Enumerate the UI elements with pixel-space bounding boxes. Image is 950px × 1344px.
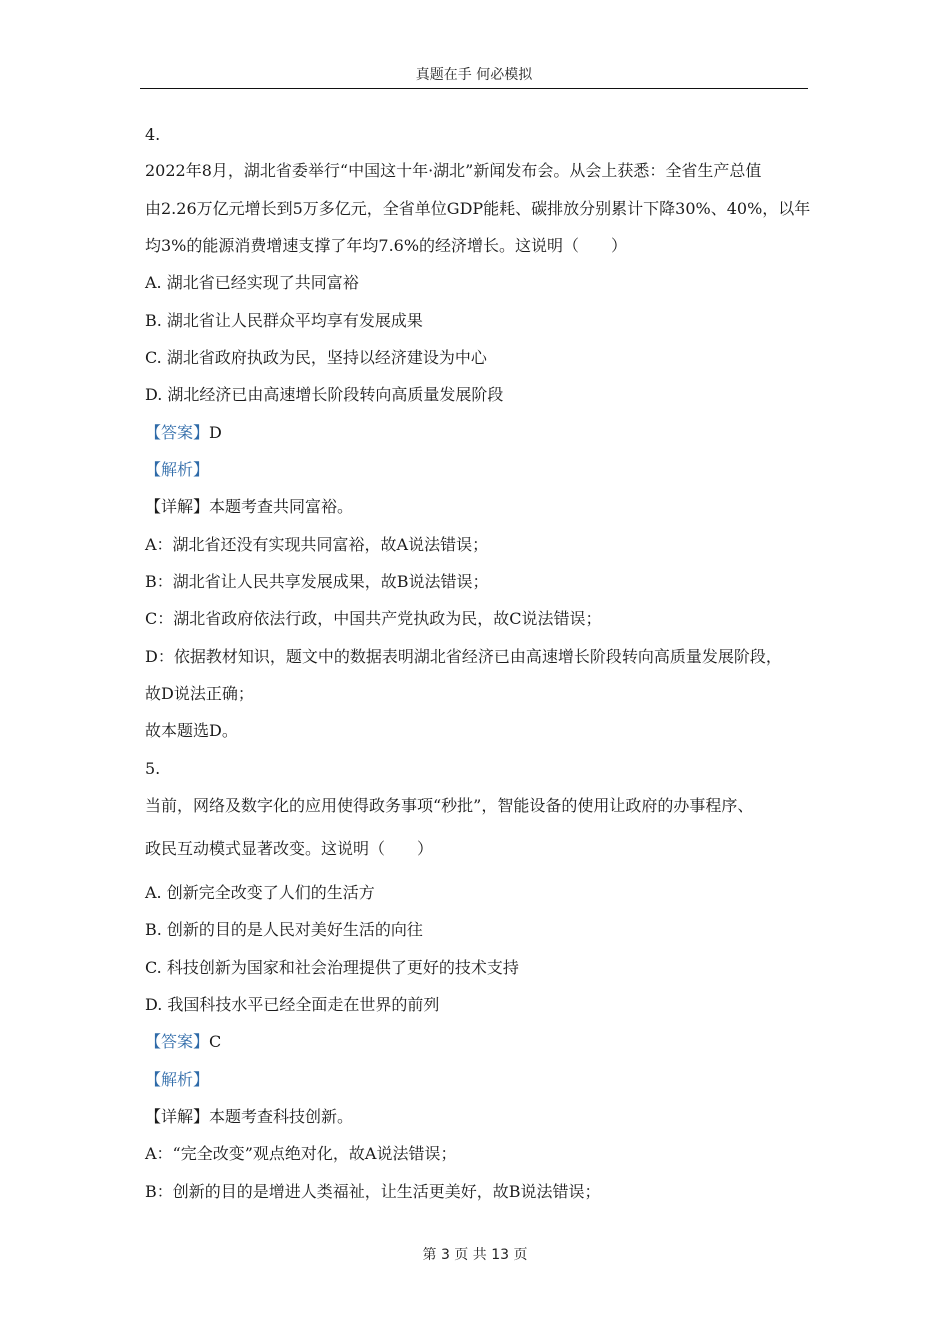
question-4-stem-line: 均3%的能源消费增速支撑了年均7.6%的经济增长。这说明（ ）: [145, 236, 628, 255]
detail-text: 本题考查科技创新。: [209, 1107, 354, 1126]
question-4-number: 4.: [145, 125, 161, 144]
question-4-conclusion: 故本题选D。: [145, 721, 238, 740]
question-5-analysis-label: 【解析】: [145, 1070, 210, 1089]
question-5-number: 5.: [145, 759, 161, 778]
answer-label: 【答案】: [145, 1032, 210, 1051]
detail-text: 本题考查共同富裕。: [209, 497, 354, 516]
question-4-explanation: 故D说法正确；: [145, 684, 254, 703]
question-4-explanation: D：依据教材知识，题文中的数据表明湖北省经济已由高速增长阶段转向高质量发展阶段，: [145, 647, 782, 666]
question-5-option-d: D. 我国科技水平已经全面走在世界的前列: [145, 995, 440, 1014]
question-5-option-c: C. 科技创新为国家和社会治理提供了更好的技术支持: [145, 958, 519, 977]
page-number: 第 3 页 共 13 页: [422, 1247, 528, 1263]
question-5-option-a: A. 创新完全改变了人们的生活方: [145, 883, 375, 902]
question-4-explanation: B：湖北省让人民共享发展成果，故B说法错误；: [145, 572, 489, 591]
question-4-option-d: D. 湖北经济已由高速增长阶段转向高质量发展阶段: [145, 385, 504, 404]
header-divider: [140, 88, 808, 89]
answer-value: D: [209, 423, 222, 442]
question-4-option-b: B. 湖北省让人民群众平均享有发展成果: [145, 311, 423, 330]
question-4-explanation: C：湖北省政府依法行政，中国共产党执政为民，故C说法错误；: [145, 609, 602, 628]
question-4-option-a: A. 湖北省已经实现了共同富裕: [145, 273, 359, 292]
answer-label: 【答案】: [145, 423, 210, 442]
answer-value: C: [209, 1032, 222, 1051]
question-4-stem-line: 2022年8月，湖北省委举行“中国这十年·湖北”新闻发布会。从会上获悉：全省生产总值: [145, 161, 762, 180]
question-4-answer: [145, 422, 222, 444]
detail-label: 【详解】: [145, 497, 210, 516]
question-4-analysis-label: 【解析】: [145, 460, 210, 479]
question-5-explanation: A：“完全改变”观点绝对化，故A说法错误；: [145, 1144, 457, 1163]
page-header: 真题在手 何必模拟: [415, 67, 533, 83]
question-5-detail: [145, 1106, 353, 1128]
question-4-detail: [145, 496, 353, 518]
question-4-option-c: C. 湖北省政府执政为民，坚持以经济建设为中心: [145, 348, 487, 367]
detail-label: 【详解】: [145, 1107, 210, 1126]
question-5-stem-line: 政民互动模式显著改变。这说明（ ）: [145, 839, 434, 858]
question-5-option-b: B. 创新的目的是人民对美好生活的向往: [145, 920, 423, 939]
question-4-explanation: A：湖北省还没有实现共同富裕，故A说法错误；: [145, 535, 489, 554]
question-4-stem-line: 由2.26万亿元增长到5万多亿元，全省单位GDP能耗、碳排放分别累计下降30%、40%，以年: [145, 199, 811, 218]
question-5-explanation: B：创新的目的是增进人类福祉，让生活更美好，故B说法错误；: [145, 1182, 601, 1201]
question-5-answer: [145, 1031, 221, 1053]
question-5-stem-line: 当前，网络及数字化的应用使得政务事项“秒批”，智能设备的使用让政府的办事程序、: [145, 796, 754, 815]
